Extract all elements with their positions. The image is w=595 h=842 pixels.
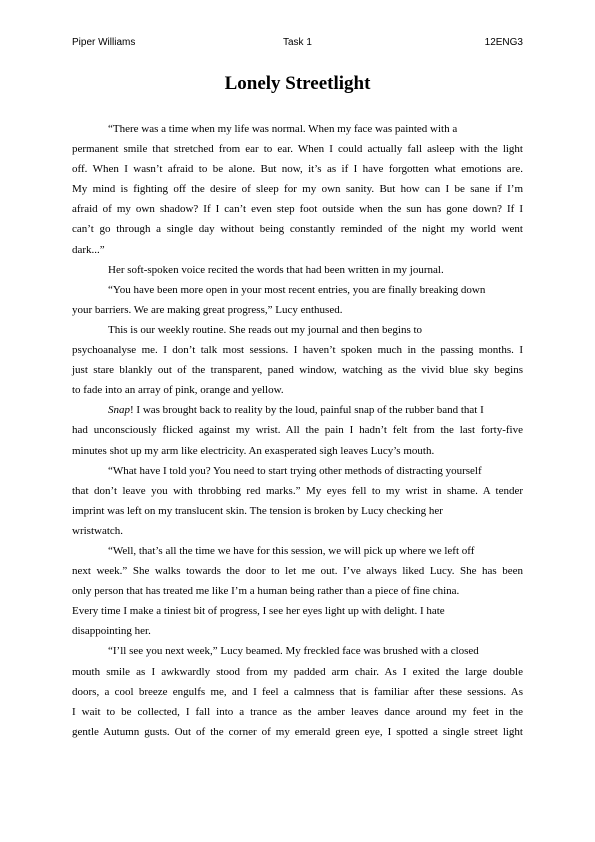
text-line: [72, 280, 523, 300]
text-line: [72, 461, 523, 481]
text-line: [72, 260, 523, 280]
text-line-content: can’t go through a single day without being constantly reminded of the night my world went: [72, 223, 523, 236]
text-line: [72, 159, 523, 179]
text-line: [72, 481, 523, 501]
text-line: [72, 380, 523, 400]
text-line: [72, 541, 523, 561]
text-line-content: “What have I told you? You need to start trying other methods of distracting yourself: [108, 464, 482, 477]
text-line-content: “You have been more open in your most recent entries, you are finally breaking down: [108, 283, 486, 296]
text-line-content: My mind is fighting off the desire of sleep for my own sanity. But how can I be sane if I’m: [72, 183, 523, 196]
text-line: [72, 119, 523, 139]
text-line: [72, 601, 523, 621]
text-line: [72, 320, 523, 340]
text-line-content: just stare blankly out of the transparent, paned window, watching as the vivid blue sky begins: [72, 364, 523, 377]
text-line-content: “There was a time when my life was normal. When my face was painted with a: [108, 123, 458, 135]
text-line-content: disappointing her.: [72, 625, 151, 638]
text-line-content: “Well, that’s all the time we have for this session, we will pick up where we left off: [108, 544, 475, 557]
text-line: [72, 702, 523, 722]
text-line: [72, 561, 523, 581]
text-line-content: minutes shot up my arm like electricity. An exasperated sigh leaves Lucy’s mouth.: [72, 444, 435, 457]
text-line: [72, 581, 523, 601]
text-line-content: only person that has treated me like I’m a human being rather than a piece of fine china.: [72, 585, 460, 598]
document-title: Lonely Streetlight: [224, 73, 371, 94]
text-line-content: your barriers. We are making great progress,” Lucy enthused.: [72, 303, 343, 316]
text-line-content: I wait to be collected, I fall into a trance as the amber leaves dance around my feet in the: [72, 705, 523, 718]
header-author: Piper Williams: [72, 37, 136, 48]
text-line: [72, 219, 523, 239]
text-line-content: This is our weekly routine. She reads out my journal and then begins to: [108, 323, 423, 336]
text-line-content: next week.” She walks towards the door to let me out. I’ve always liked Lucy. She has been: [72, 565, 523, 578]
text-line: [72, 139, 523, 159]
text-line-content: “I’ll see you next week,” Lucy beamed. My freckled face was brushed with a closed: [108, 645, 479, 658]
story-body: [72, 119, 523, 742]
text-line: [72, 360, 523, 380]
text-line-content: to fade into an array of pink, orange and yellow.: [72, 384, 284, 397]
text-line-content: wristwatch.: [72, 524, 124, 537]
text-line: [72, 682, 523, 702]
text-line: [72, 400, 523, 420]
text-line-content: dark...”: [72, 243, 105, 256]
text-line-content: had unconsciously flicked against my wrist. All the pain I hadn’t felt from the last forty-five: [72, 424, 523, 437]
text-line-content: that don’t leave you with throbbing red marks.” My eyes fell to my wrist in shame. A tender: [72, 484, 523, 497]
text-line: [72, 420, 523, 440]
text-line-content: Every time I make a tiniest bit of progress, I see her eyes light up with delight. I hate: [72, 605, 445, 618]
text-line: [72, 179, 523, 199]
text-line: [72, 441, 523, 461]
text-line: [72, 662, 523, 682]
text-line-content: mouth smile as I awkwardly stood from my padded arm chair. As I exited the large double: [72, 665, 523, 678]
text-line-content: doors, a cool breeze engulfs me, and I feel a calmness that is familiar after these sessions. As: [72, 685, 523, 698]
text-line: [72, 621, 523, 641]
text-line-content: ! I was brought back to reality by the loud, painful snap of the rubber band that I: [130, 404, 484, 417]
text-line: [72, 521, 523, 541]
text-line-content: imprint was left on my translucent skin. The tension is broken by Lucy checking her: [72, 504, 443, 517]
text-line: [72, 300, 523, 320]
page-header: [72, 36, 523, 50]
text-line: [72, 240, 523, 260]
text-line-content: permanent smile that stretched from ear to ear. When I could actually fall asleep with the light: [72, 143, 523, 156]
italic-word: Snap: [108, 404, 130, 417]
text-line-content: Her soft-spoken voice recited the words that had been written in my journal.: [108, 263, 444, 276]
text-line: [72, 501, 523, 521]
text-line: [72, 641, 523, 661]
text-line: [72, 199, 523, 219]
text-line-content: psychoanalyse me. I don’t talk most sessions. I haven’t spoken much in the passing months. I: [72, 344, 523, 357]
header-class-code: 12ENG3: [484, 37, 523, 48]
text-line: [72, 722, 523, 742]
text-line-content: afraid of my own shadow? If I can’t even step foot outside when the sun has gone down? If I: [72, 203, 523, 216]
text-line: [72, 340, 523, 360]
text-line-content: off. When I wasn’t afraid to be alone. But now, it’s as if I have forgotten what emotions are.: [72, 163, 523, 176]
header-task: Task 1: [283, 37, 312, 48]
text-line-content: gentle Autumn gusts. Out of the corner of my emerald green eye, I spotted a single street light: [72, 725, 523, 738]
